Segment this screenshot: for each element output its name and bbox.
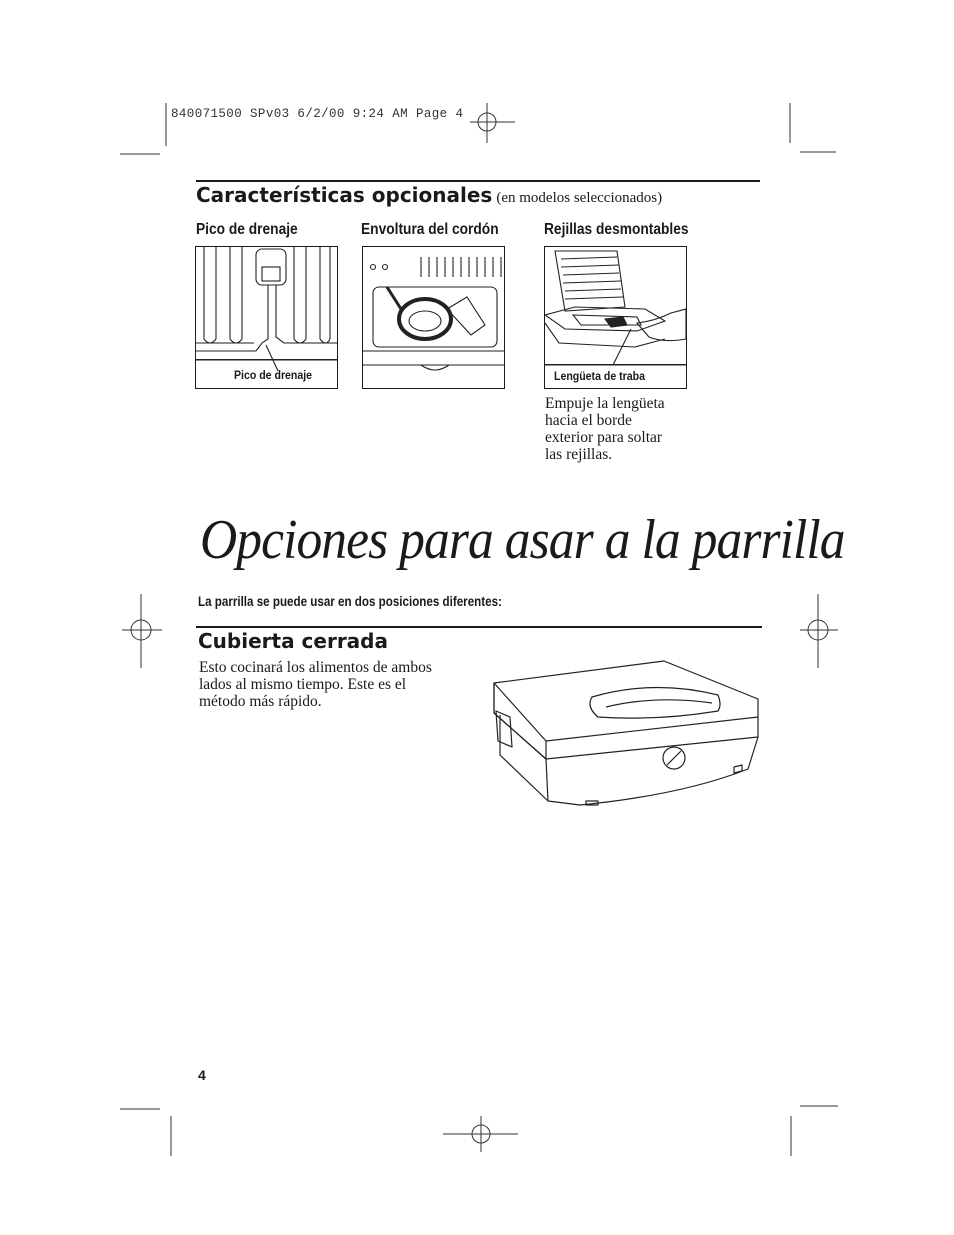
release-line-3: exterior para soltar: [545, 429, 663, 446]
figure-drain-spout: [195, 246, 338, 389]
features-heading: Características opcionales: [196, 183, 493, 207]
feature-title-drain: Pico de drenaje: [196, 221, 298, 238]
feature-title-cord: Envoltura del cordón: [361, 221, 499, 238]
locking-tab-caption: Lengüeta de traba: [554, 369, 645, 383]
feature-title-grids: Rejillas desmontables: [544, 221, 689, 238]
closed-cover-body: [199, 659, 432, 710]
release-instructions: [545, 395, 665, 463]
cord-wrap-illustration: [363, 247, 504, 388]
release-line-2: hacia el borde: [545, 412, 632, 429]
section-rule: [196, 626, 762, 628]
closed-cover-line-1: Esto cocinará los alimentos de ambos: [199, 659, 432, 676]
grilling-title: Opciones para asar a la parrilla: [200, 509, 845, 571]
closed-cover-line-3: método más rápido.: [199, 693, 322, 710]
features-heading-line: [196, 183, 662, 207]
closed-grill-illustration: [486, 655, 766, 807]
figure-cord-wrap: [362, 246, 505, 389]
figure-removable-grids: [544, 246, 687, 389]
page-number: 4: [198, 1067, 206, 1083]
release-line-1: Empuje la lengüeta: [545, 395, 665, 412]
grilling-intro: La parrilla se puede usar en dos posiciones diferentes:: [198, 594, 502, 609]
features-note: (en modelos seleccionados): [496, 190, 663, 206]
removable-grids-illustration: [545, 247, 686, 388]
top-rule: [196, 180, 760, 182]
drain-spout-caption: Pico de drenaje: [234, 368, 313, 382]
closed-cover-heading: Cubierta cerrada: [198, 629, 388, 653]
release-line-4: las rejillas.: [545, 446, 613, 463]
print-slug: 840071500 SPv03 6/2/00 9:24 AM Page 4: [171, 107, 464, 121]
closed-cover-line-2: lados al mismo tiempo. Este es el: [199, 676, 407, 693]
drain-spout-illustration: [196, 247, 337, 388]
